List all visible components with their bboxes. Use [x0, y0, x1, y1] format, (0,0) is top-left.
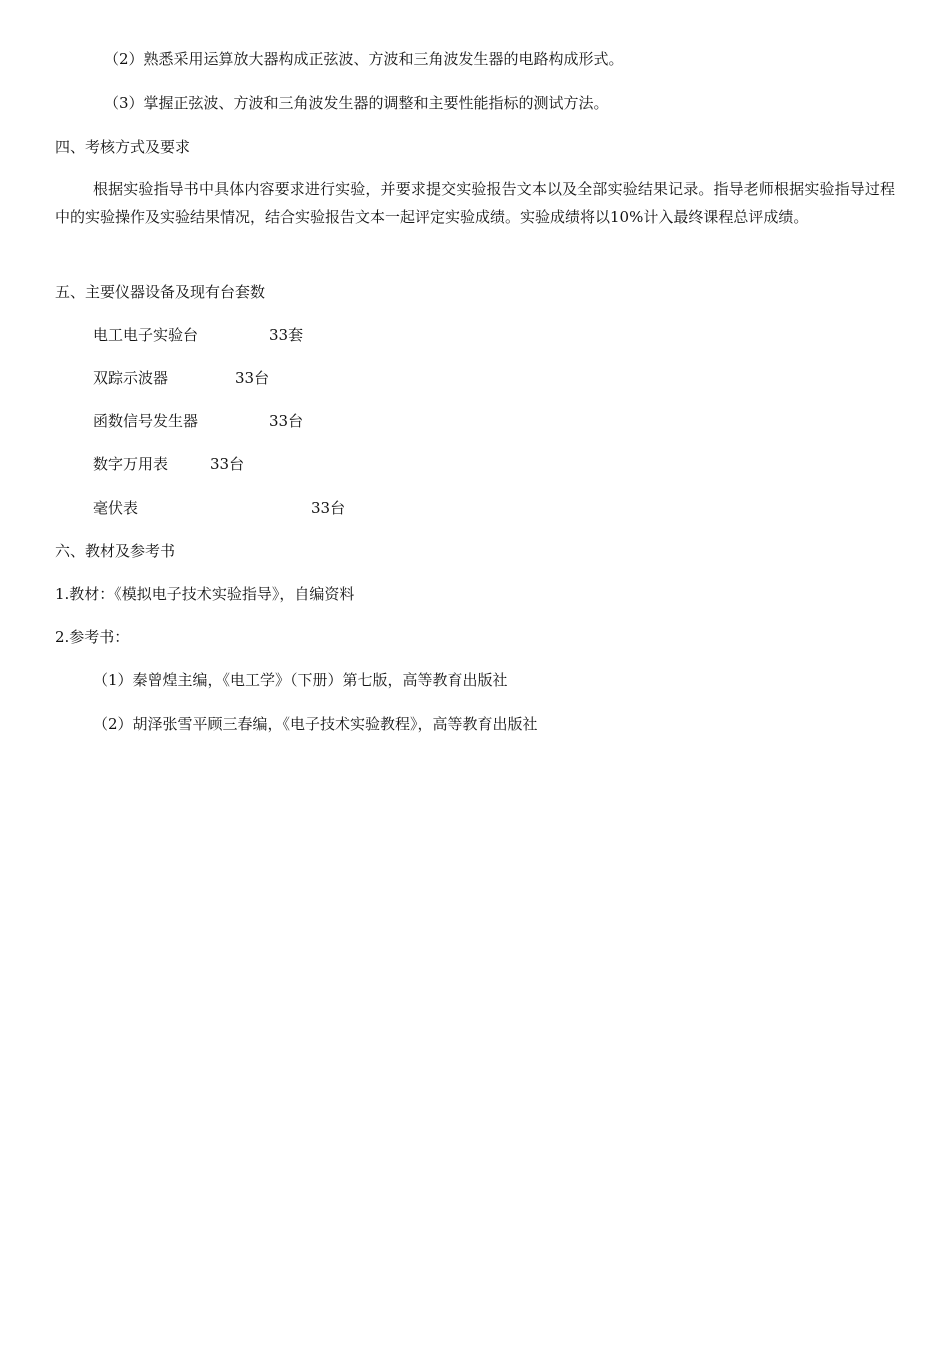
section-heading-equipment: 五、主要仪器设备及现有台套数	[55, 283, 266, 301]
references-label: 2.参考书：	[55, 628, 130, 646]
equipment-name: 电工电子实验台	[93, 326, 199, 344]
textbook-entry: 1.教材：《模拟电子技术实验指导》，自编资料	[55, 585, 355, 603]
equipment-name: 毫伏表	[93, 499, 139, 517]
equipment-name: 数字万用表	[93, 455, 169, 473]
section-heading-assessment: 四、考核方式及要求	[55, 138, 191, 156]
equipment-quantity: 33台	[210, 455, 245, 473]
equipment-quantity: 33台	[235, 369, 270, 387]
reference-item: （2）胡泽张雪平顾三春编，《电子技术实验教程》，高等教育出版社	[93, 715, 538, 733]
equipment-name: 函数信号发生器	[93, 412, 199, 430]
equipment-quantity: 33套	[269, 326, 304, 344]
objective-item-3: （3）掌握正弦波、方波和三角波发生器的调整和主要性能指标的测试方法。	[104, 94, 609, 112]
assessment-paragraph: 根据实验指导书中具体内容要求进行实验，并要求提交实验报告文本以及全部实验结果记录。指导老师根据实验指导过程中的实验操作及实验结果情况，结合实验报告文本一起评定实验成绩。实验成绩将以10%计入最终课程总评成绩。	[55, 180, 895, 226]
section-heading-textbooks: 六、教材及参考书	[55, 542, 176, 560]
reference-item: （1）秦曾煌主编，《电工学》（下册）第七版，高等教育出版社	[93, 671, 508, 689]
equipment-quantity: 33台	[269, 412, 304, 430]
objective-item-2: （2）熟悉采用运算放大器构成正弦波、方波和三角波发生器的电路构成形式。	[104, 50, 624, 68]
equipment-quantity: 33台	[311, 499, 346, 517]
equipment-name: 双踪示波器	[93, 369, 169, 387]
